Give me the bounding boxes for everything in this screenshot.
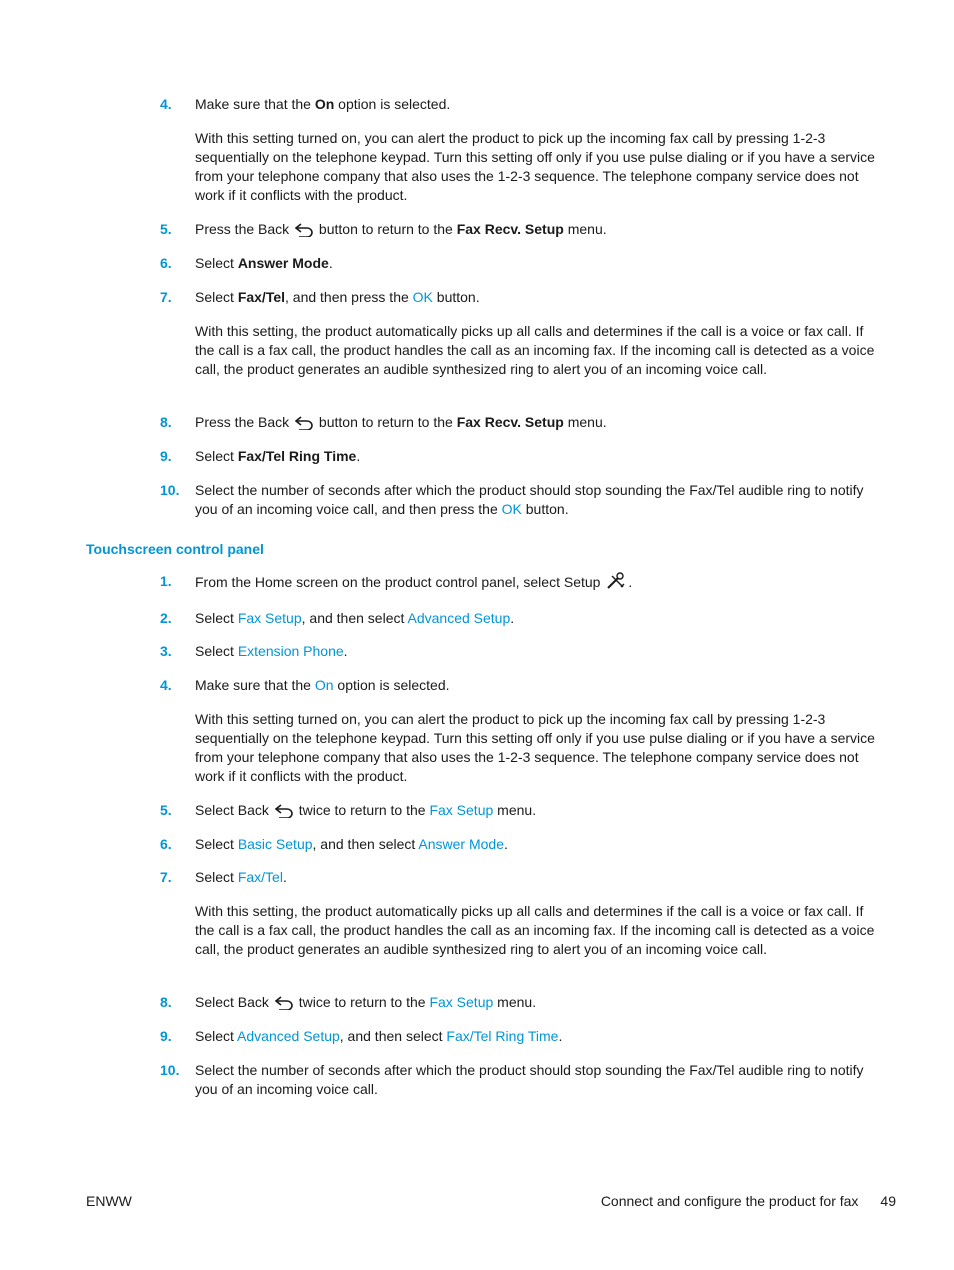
step-number: 9. xyxy=(160,1028,172,1044)
step-number: 5. xyxy=(160,802,172,818)
step-7-description: With this setting, the product automatically picks up all calls and determines if the call is a voice or fax call. If the call is a fax call, the product handles the call as an incoming fax. If the incoming call is detected as a voice call, the product generates an audible synthesized ring to alert you of an incoming voice call. xyxy=(195,323,875,377)
step-number: 7. xyxy=(160,869,172,885)
section-heading: Touchscreen control panel xyxy=(86,541,264,557)
step-text: Select Extension Phone. xyxy=(195,643,348,659)
step-number: 10. xyxy=(160,1062,180,1078)
back-arrow-icon xyxy=(295,416,313,435)
step-number: 8. xyxy=(160,994,172,1010)
step-number: 7. xyxy=(160,289,172,305)
step-text: Select Fax Setup, and then select Advanced Setup. xyxy=(195,610,515,626)
step-number: 3. xyxy=(160,643,172,659)
step-text: Select Advanced Setup, and then select Fax/Tel Ring Time. xyxy=(195,1028,563,1044)
step-text: Select Fax/Tel. xyxy=(195,869,287,885)
setup-wrench-icon xyxy=(606,572,626,595)
step-number: 2. xyxy=(160,610,172,626)
back-arrow-icon xyxy=(295,223,313,242)
back-arrow-icon xyxy=(275,996,293,1015)
step-text: Select the number of seconds after which the product should stop sounding the Fax/Tel audible ring to notify you of an incoming voice call. xyxy=(195,1062,864,1097)
step-text: Press the Back button to return to the Fax Recv. Setup menu. xyxy=(195,413,875,435)
step-4-description: With this setting turned on, you can alert the product to pick up the incoming fax call by pressing 1-2-3 sequentially on the telephone keypad. Turn this setting off only if you use pulse dialing or if you have a service from your telephone company that also uses the 1-2-3 sequence. The telephone company service does not work if it conflicts with the product. xyxy=(195,130,875,203)
step-text: Select Back twice to return to the Fax Setup menu. xyxy=(195,801,875,823)
footer-right xyxy=(601,1192,896,1211)
back-arrow-icon xyxy=(275,804,293,823)
step-text: Select the number of seconds after which the product should stop sounding the Fax/Tel audible ring to notify you of an incoming voice call, and then press the OK button. xyxy=(195,482,864,517)
footer-title: Connect and configure the product for fax xyxy=(600,1193,859,1209)
step-text: Make sure that the On option is selected. xyxy=(195,96,451,112)
step-text: Press the Back button to return to the Fax Recv. Setup menu. xyxy=(195,220,875,242)
footer-left: ENWW xyxy=(86,1193,132,1209)
step-number: 4. xyxy=(160,96,172,112)
step-number: 6. xyxy=(160,836,172,852)
ok-button-label: OK xyxy=(412,289,433,305)
step-number: 5. xyxy=(160,221,172,237)
step-text: Select Answer Mode. xyxy=(195,255,333,271)
page-number: 49 xyxy=(880,1193,896,1209)
ok-button-label: OK xyxy=(501,501,522,517)
step-text: Select Fax/Tel Ring Time. xyxy=(195,448,361,464)
step-text: Select Back twice to return to the Fax Setup menu. xyxy=(195,993,875,1015)
touch-step-4-description: With this setting turned on, you can alert the product to pick up the incoming fax call by pressing 1-2-3 sequentially on the telephone keypad. Turn this setting off only if you use pulse dialing or if you have a service from your telephone company that also uses the 1-2-3 sequence. The telephone company service does not work if it conflicts with the product. xyxy=(195,711,875,784)
step-number: 1. xyxy=(160,573,172,589)
step-text: Select Fax/Tel, and then press the OK button. xyxy=(195,289,480,305)
step-text: Make sure that the On option is selected. xyxy=(195,677,450,693)
step-number: 9. xyxy=(160,448,172,464)
step-text: Select Basic Setup, and then select Answer Mode. xyxy=(195,836,508,852)
step-number: 10. xyxy=(160,482,180,498)
step-text: From the Home screen on the product control panel, select Setup . xyxy=(195,572,875,595)
touch-step-7-description: With this setting, the product automatically picks up all calls and determines if the call is a voice or fax call. If the call is a fax call, the product handles the call as an incoming fax. If the incoming call is detected as a voice call, the product generates an audible synthesized ring to alert you of an incoming voice call. xyxy=(195,903,875,957)
step-number: 8. xyxy=(160,414,172,430)
step-number: 4. xyxy=(160,677,172,693)
step-number: 6. xyxy=(160,255,172,271)
